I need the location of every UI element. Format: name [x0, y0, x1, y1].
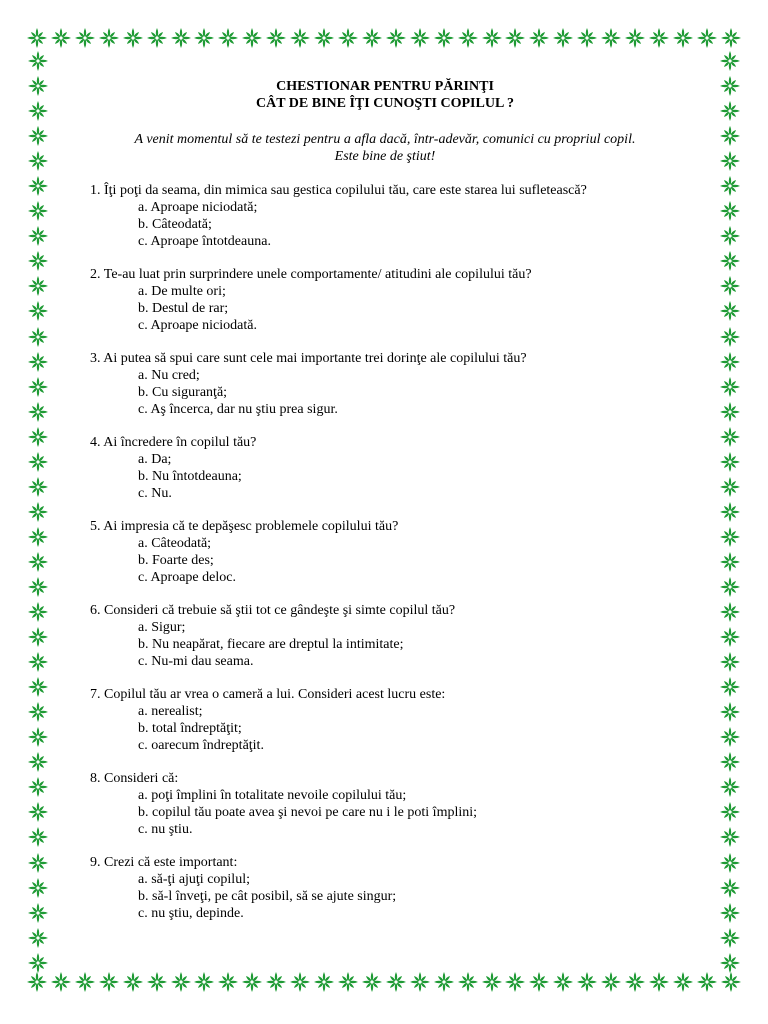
green-star-ornament-icon — [146, 27, 168, 49]
answer-option: a. Aproape niciodată; — [138, 200, 258, 215]
green-star-ornament-icon — [27, 351, 49, 373]
intro-line-1: A venit momentul să te testezi pentru a afla dacă, într-adevăr, comunici cu propriul copil. — [134, 132, 636, 147]
green-star-ornament-icon — [719, 376, 741, 398]
green-star-ornament-icon — [313, 971, 335, 993]
question-item — [90, 770, 680, 838]
green-star-ornament-icon — [528, 27, 550, 49]
green-star-ornament-icon — [27, 300, 49, 322]
green-star-ornament-icon — [337, 971, 359, 993]
green-star-ornament-icon — [27, 376, 49, 398]
border-bottom — [26, 970, 742, 994]
green-star-ornament-icon — [98, 971, 120, 993]
green-star-ornament-icon — [26, 971, 48, 993]
green-star-ornament-icon — [385, 971, 407, 993]
green-star-ornament-icon — [27, 726, 49, 748]
green-star-ornament-icon — [481, 971, 503, 993]
answer-option: a. Nu cred; — [138, 368, 200, 383]
green-star-ornament-icon — [719, 326, 741, 348]
answer-option: b. Câteodată; — [138, 217, 212, 232]
green-star-ornament-icon — [170, 971, 192, 993]
green-star-ornament-icon — [504, 27, 526, 49]
green-star-ornament-icon — [504, 971, 526, 993]
green-star-ornament-icon — [719, 651, 741, 673]
green-star-ornament-icon — [27, 701, 49, 723]
green-star-ornament-icon — [719, 751, 741, 773]
answer-option: b. Nu întotdeauna; — [138, 469, 242, 484]
question-text: 2. Te-au luat prin surprindere unele comportamente/ atitudini ale copilului tău? — [90, 267, 532, 282]
answer-option: a. poţi împlini în totalitate nevoile copilului tău; — [138, 788, 407, 803]
green-star-ornament-icon — [719, 902, 741, 924]
green-star-ornament-icon — [313, 27, 335, 49]
green-star-ornament-icon — [217, 971, 239, 993]
answer-option: a. nerealist; — [138, 704, 203, 719]
border-top — [26, 26, 742, 50]
green-star-ornament-icon — [576, 971, 598, 993]
border-right — [718, 50, 742, 974]
intro-text — [90, 131, 680, 165]
green-star-ornament-icon — [27, 826, 49, 848]
green-star-ornament-icon — [337, 27, 359, 49]
green-star-ornament-icon — [385, 27, 407, 49]
green-star-ornament-icon — [241, 27, 263, 49]
green-star-ornament-icon — [719, 526, 741, 548]
answer-option: c. oarecum îndreptăţit. — [138, 738, 264, 753]
answer-option: a. să-ţi ajuţi copilul; — [138, 872, 250, 887]
green-star-ornament-icon — [50, 971, 72, 993]
answer-options — [90, 535, 680, 586]
green-star-ornament-icon — [27, 601, 49, 623]
question-text: 7. Copilul tău ar vrea o cameră a lui. Consideri acest lucru este: — [90, 687, 446, 702]
green-star-ornament-icon — [265, 27, 287, 49]
question-item — [90, 350, 680, 418]
question-item — [90, 266, 680, 334]
question-text: 4. Ai încredere în copilul tău? — [90, 435, 257, 450]
green-star-ornament-icon — [719, 877, 741, 899]
green-star-ornament-icon — [719, 927, 741, 949]
green-star-ornament-icon — [719, 351, 741, 373]
green-star-ornament-icon — [217, 27, 239, 49]
answer-option: b. să-l înveţi, pe cât posibil, să se ajute singur; — [138, 889, 397, 904]
green-star-ornament-icon — [672, 27, 694, 49]
green-star-ornament-icon — [719, 125, 741, 147]
green-star-ornament-icon — [719, 100, 741, 122]
green-star-ornament-icon — [26, 27, 48, 49]
question-item — [90, 518, 680, 586]
answer-option: c. Nu-mi dau seama. — [138, 654, 254, 669]
green-star-ornament-icon — [27, 75, 49, 97]
green-star-ornament-icon — [719, 200, 741, 222]
green-star-ornament-icon — [720, 27, 742, 49]
green-star-ornament-icon — [27, 175, 49, 197]
answer-option: b. Foarte des; — [138, 553, 214, 568]
green-star-ornament-icon — [27, 927, 49, 949]
green-star-ornament-icon — [528, 971, 550, 993]
answer-option: c. nu ştiu, depinde. — [138, 906, 244, 921]
answer-option: a. Sigur; — [138, 620, 186, 635]
question-text: 8. Consideri că: — [90, 771, 179, 786]
green-star-ornament-icon — [696, 971, 718, 993]
answer-option: a. Câteodată; — [138, 536, 212, 551]
green-star-ornament-icon — [576, 27, 598, 49]
answer-option: c. Nu. — [138, 486, 172, 501]
green-star-ornament-icon — [719, 626, 741, 648]
green-star-ornament-icon — [719, 50, 741, 72]
green-star-ornament-icon — [552, 971, 574, 993]
green-star-ornament-icon — [50, 27, 72, 49]
green-star-ornament-icon — [27, 250, 49, 272]
title-line-1: CHESTIONAR PENTRU PĂRINŢI — [276, 79, 494, 94]
green-star-ornament-icon — [719, 75, 741, 97]
answer-options — [90, 199, 680, 250]
green-star-ornament-icon — [27, 776, 49, 798]
green-star-ornament-icon — [27, 751, 49, 773]
green-star-ornament-icon — [241, 971, 263, 993]
green-star-ornament-icon — [457, 27, 479, 49]
green-star-ornament-icon — [719, 225, 741, 247]
green-star-ornament-icon — [27, 401, 49, 423]
green-star-ornament-icon — [289, 27, 311, 49]
answer-option: b. copilul tău poate avea şi nevoi pe care nu i le poti împlini; — [138, 805, 478, 820]
green-star-ornament-icon — [27, 801, 49, 823]
green-star-ornament-icon — [433, 27, 455, 49]
intro-line-2: Este bine de ştiut! — [334, 149, 436, 164]
green-star-ornament-icon — [27, 200, 49, 222]
green-star-ornament-icon — [27, 551, 49, 573]
document-title — [90, 78, 680, 112]
answer-option: c. Aş încerca, dar nu ştiu prea sigur. — [138, 402, 338, 417]
green-star-ornament-icon — [27, 426, 49, 448]
green-star-ornament-icon — [648, 27, 670, 49]
answer-options — [90, 619, 680, 670]
question-text: 6. Consideri că trebuie să ştii tot ce gândeşte şi simte copilul tău? — [90, 603, 456, 618]
green-star-ornament-icon — [27, 852, 49, 874]
green-star-ornament-icon — [27, 626, 49, 648]
green-star-ornament-icon — [27, 501, 49, 523]
green-star-ornament-icon — [552, 27, 574, 49]
answer-option: c. Aproape întotdeauna. — [138, 234, 271, 249]
green-star-ornament-icon — [719, 776, 741, 798]
question-item — [90, 854, 680, 922]
green-star-ornament-icon — [719, 300, 741, 322]
green-star-ornament-icon — [146, 971, 168, 993]
green-star-ornament-icon — [122, 971, 144, 993]
green-star-ornament-icon — [27, 877, 49, 899]
green-star-ornament-icon — [719, 175, 741, 197]
answer-options — [90, 787, 680, 838]
green-star-ornament-icon — [719, 401, 741, 423]
question-item — [90, 602, 680, 670]
green-star-ornament-icon — [289, 971, 311, 993]
border-left — [26, 50, 50, 974]
green-star-ornament-icon — [719, 601, 741, 623]
question-item — [90, 686, 680, 754]
green-star-ornament-icon — [361, 27, 383, 49]
answer-option: c. Aproape niciodată. — [138, 318, 257, 333]
green-star-ornament-icon — [409, 27, 431, 49]
answer-options — [90, 367, 680, 418]
answer-options — [90, 451, 680, 502]
green-star-ornament-icon — [481, 27, 503, 49]
question-item — [90, 434, 680, 502]
green-star-ornament-icon — [719, 701, 741, 723]
answer-option: a. Da; — [138, 452, 172, 467]
green-star-ornament-icon — [193, 971, 215, 993]
green-star-ornament-icon — [719, 801, 741, 823]
green-star-ornament-icon — [27, 326, 49, 348]
green-star-ornament-icon — [719, 576, 741, 598]
green-star-ornament-icon — [719, 501, 741, 523]
green-star-ornament-icon — [409, 971, 431, 993]
question-list — [90, 182, 680, 922]
green-star-ornament-icon — [27, 150, 49, 172]
green-star-ornament-icon — [27, 676, 49, 698]
green-star-ornament-icon — [433, 971, 455, 993]
answer-option: b. total îndreptăţit; — [138, 721, 242, 736]
green-star-ornament-icon — [719, 852, 741, 874]
question-item — [90, 182, 680, 250]
green-star-ornament-icon — [27, 451, 49, 473]
green-star-ornament-icon — [719, 275, 741, 297]
green-star-ornament-icon — [27, 50, 49, 72]
answer-option: b. Destul de rar; — [138, 301, 229, 316]
answer-options — [90, 283, 680, 334]
title-line-2: CÂT DE BINE ÎŢI CUNOŞTI COPILUL ? — [255, 96, 515, 111]
answer-options — [90, 703, 680, 754]
green-star-ornament-icon — [719, 451, 741, 473]
green-star-ornament-icon — [648, 971, 670, 993]
green-star-ornament-icon — [98, 27, 120, 49]
green-star-ornament-icon — [74, 971, 96, 993]
green-star-ornament-icon — [600, 27, 622, 49]
green-star-ornament-icon — [672, 971, 694, 993]
green-star-ornament-icon — [719, 676, 741, 698]
green-star-ornament-icon — [27, 225, 49, 247]
green-star-ornament-icon — [27, 576, 49, 598]
question-text: 1. Îţi poţi da seama, din mimica sau gestica copilului tău, care este starea lui sufletească? — [90, 183, 587, 198]
green-star-ornament-icon — [170, 27, 192, 49]
answer-option: c. Aproape deloc. — [138, 570, 236, 585]
green-star-ornament-icon — [719, 250, 741, 272]
green-star-ornament-icon — [457, 971, 479, 993]
green-star-ornament-icon — [719, 551, 741, 573]
green-star-ornament-icon — [719, 826, 741, 848]
green-star-ornament-icon — [719, 426, 741, 448]
green-star-ornament-icon — [265, 971, 287, 993]
question-text: 5. Ai impresia că te depăşesc problemele copilului tău? — [90, 519, 399, 534]
green-star-ornament-icon — [27, 952, 49, 974]
question-text: 9. Crezi că este important: — [90, 855, 238, 870]
green-star-ornament-icon — [624, 971, 646, 993]
green-star-ornament-icon — [74, 27, 96, 49]
green-star-ornament-icon — [27, 100, 49, 122]
document-page — [90, 78, 680, 938]
answer-option: b. Nu neapărat, fiecare are dreptul la intimitate; — [138, 637, 404, 652]
green-star-ornament-icon — [361, 971, 383, 993]
green-star-ornament-icon — [696, 27, 718, 49]
green-star-ornament-icon — [27, 476, 49, 498]
green-star-ornament-icon — [27, 902, 49, 924]
green-star-ornament-icon — [27, 651, 49, 673]
green-star-ornament-icon — [719, 726, 741, 748]
green-star-ornament-icon — [719, 476, 741, 498]
green-star-ornament-icon — [193, 27, 215, 49]
answer-option: a. De multe ori; — [138, 284, 226, 299]
green-star-ornament-icon — [600, 971, 622, 993]
answer-options — [90, 871, 680, 922]
green-star-ornament-icon — [122, 27, 144, 49]
green-star-ornament-icon — [720, 971, 742, 993]
green-star-ornament-icon — [719, 150, 741, 172]
answer-option: c. nu ştiu. — [138, 822, 193, 837]
green-star-ornament-icon — [27, 526, 49, 548]
green-star-ornament-icon — [624, 27, 646, 49]
green-star-ornament-icon — [27, 275, 49, 297]
green-star-ornament-icon — [27, 125, 49, 147]
question-text: 3. Ai putea să spui care sunt cele mai importante trei dorinţe ale copilului tău? — [90, 351, 527, 366]
answer-option: b. Cu siguranţă; — [138, 385, 228, 400]
green-star-ornament-icon — [719, 952, 741, 974]
